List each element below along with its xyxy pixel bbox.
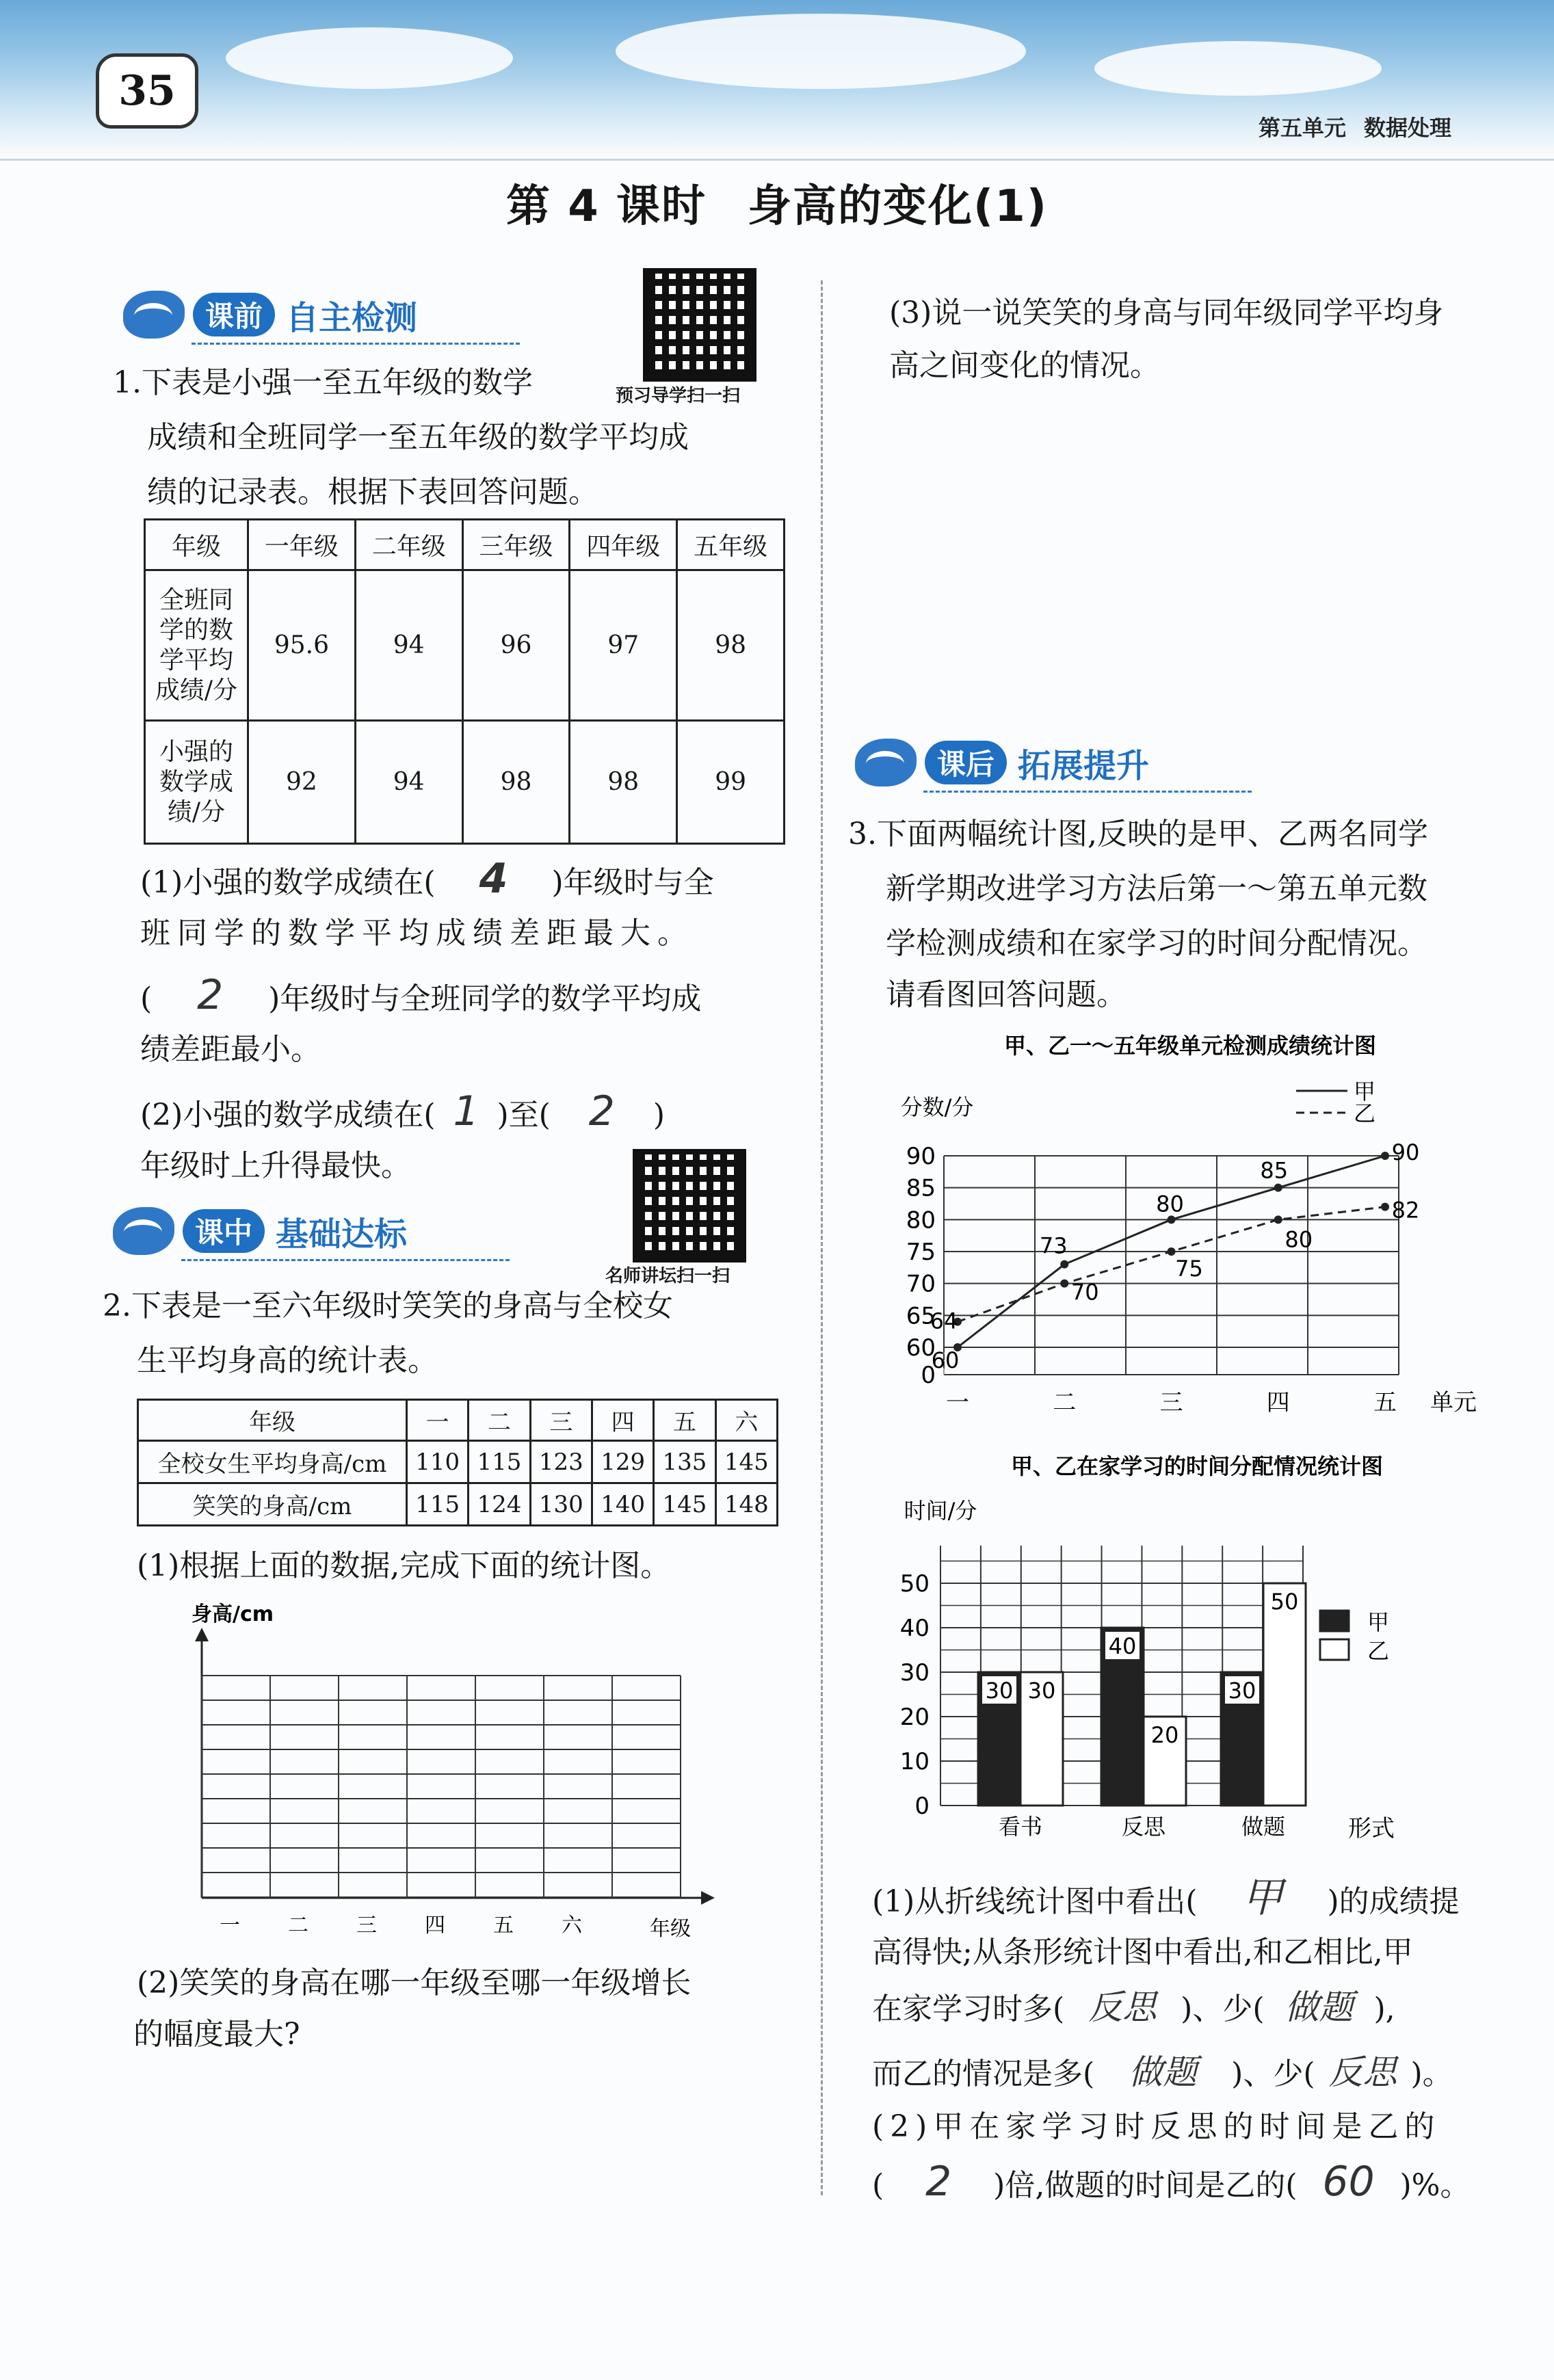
y-tick-label: 0 [914,1793,930,1820]
table-header-cell: 二 [469,1400,530,1441]
section-in-class [113,1204,407,1258]
q1-sub2-line: 年级时上升得最快。 [140,1148,411,1183]
table-cell: 95.6 [248,570,356,721]
data-point [1060,1260,1068,1269]
x-tick-label: 二 [1053,1389,1077,1416]
text: )的成绩提 [1327,1884,1460,1919]
table-header-cell: 四 [592,1400,653,1441]
text: )年级时与全 [551,865,714,900]
series-line-乙 [958,1207,1385,1322]
chart-legend [1320,1609,1389,1664]
q1-sub1-line [140,968,701,1027]
data-label: 85 [1260,1157,1289,1184]
book-icon [113,1207,174,1255]
grid-ylabel: 身高/cm [192,1602,274,1626]
cloud-decoration [226,27,513,89]
label-line: 小强的 [159,737,233,766]
legend-label: 乙 [1367,1638,1390,1664]
data-label: 80 [1285,1226,1313,1253]
table-cell: 96 [462,570,570,721]
table-cell: 92 [248,721,356,844]
text: )至( [497,1098,551,1133]
section-name: 拓展提升 [1018,746,1150,785]
x-tick-label: 五 [493,1914,514,1938]
y-tick-label: 80 [906,1206,936,1234]
question-3-line: 学检测成绩和在家学习的时间分配情况。 [886,926,1427,961]
y-tick-label: 90 [906,1143,936,1170]
question-1-line: 1.下表是小强一至五年级的数学 [113,365,533,400]
rising-arrow-icon [855,739,917,786]
table-cell: 110 [407,1441,469,1483]
table-cell: 99 [677,721,785,844]
qr-code-icon[interactable] [643,268,756,382]
text: ), [1373,1992,1395,2026]
handwritten-answer: 1 [453,1087,479,1135]
data-point [1060,1280,1068,1288]
grid-lines [202,1676,681,1898]
table-cell: 94 [355,721,462,844]
table-cell: 123 [530,1441,592,1483]
table-header-cell: 四年级 [570,520,677,570]
data-point [1381,1152,1389,1160]
legend-label: 甲 [1353,1079,1376,1105]
q1-sub1-line: 绩差距最小。 [140,1032,321,1067]
handwritten-answer: 反思 [1088,1987,1157,2027]
q1-sub1-line [140,851,714,910]
text: )年级时与全班同学的数学平均成 [268,981,702,1016]
table-header-cell: 一 [407,1400,469,1441]
section-pre-class [123,287,417,342]
text: 在家学习时多( [872,1992,1065,2026]
data-label: 20 [1150,1722,1179,1748]
unit-topic: 数据处理 [1363,115,1451,141]
table-header-cell: 六 [715,1400,777,1441]
q2-sub2-line: 的幅度最大? [133,2017,300,2052]
legend-swatch [1320,1639,1349,1660]
text: )、少( [1231,2057,1315,2091]
table-cell: 115 [407,1483,469,1526]
text: )%。 [1399,2168,1471,2203]
handwritten-answer: 做题 [1285,1987,1354,2027]
question-3-line: 请看图回答问题。 [886,977,1127,1012]
y-tick-label: 60 [906,1334,936,1362]
section-post-class [855,735,1149,790]
data-label: 30 [985,1678,1014,1704]
table-row-label: 笑笑的身高/cm [138,1483,407,1526]
cloud-decoration [1094,41,1382,96]
table-cell: 148 [715,1483,777,1526]
table-header-cell: 三 [530,1400,592,1441]
y-tick-label: 0 [921,1362,936,1389]
x-axis-label: 单元 [1430,1389,1477,1416]
data-label: 30 [1228,1678,1256,1704]
data-label: 73 [1039,1232,1068,1259]
handwritten-answer: 2 [925,2158,952,2206]
table-cell: 94 [355,570,462,721]
table-cell: 98 [462,721,570,844]
table-cell: 145 [715,1441,777,1483]
cloud-decoration [616,14,1026,89]
x-tick-label: 四 [425,1914,445,1938]
qr-caption: 预习导学扫一扫 [616,386,741,406]
q3-sub1-line [872,1980,1395,2037]
table-cell: 98 [677,570,785,721]
x-tick-label: 二 [288,1914,308,1938]
section-underline [181,1259,510,1261]
data-point [1274,1215,1282,1224]
q3-sub1-line: 高得快;从条形统计图中看出,和乙相比,甲 [872,1935,1413,1970]
data-label: 75 [1175,1256,1203,1282]
y-tick-label: 85 [906,1174,936,1202]
table-cell: 129 [592,1441,653,1483]
chart-grid [937,1156,1399,1375]
section-name: 自主检测 [286,298,418,337]
label-line: 学平均 [159,646,233,674]
lesson-number: 第 4 课时 [505,181,707,232]
table-cell: 115 [469,1441,530,1483]
table-cell: 97 [570,570,677,721]
page-number: 35 [96,53,198,129]
y-tick-label: 20 [899,1704,930,1731]
handwritten-answer: 60 [1322,2158,1375,2206]
text: 而乙的情况是多( [872,2057,1095,2091]
section-pill: 课前 [193,293,275,336]
grid-xlabel: 年级 [650,1917,691,1941]
data-label: 82 [1391,1197,1420,1224]
handwritten-answer: 反思 [1328,2052,1397,2092]
column-divider [821,280,823,2195]
label-line: 绩/分 [167,797,226,826]
handwritten-answer: 甲 [1241,1874,1283,1922]
x-tick-label: 一 [220,1914,240,1938]
section-underline [923,791,1252,793]
table-header-cell: 三年级 [462,520,570,570]
label-line: 学的数 [159,616,233,644]
line-chart [869,1026,1512,1436]
table-cell: 140 [592,1483,653,1526]
table-header-row [138,1400,778,1441]
data-point [1168,1247,1176,1256]
text: )倍,做题的时间是乙的( [993,2168,1298,2203]
x-tick-label: 六 [562,1914,582,1938]
text: )。 [1410,2057,1453,2091]
chart-title: 甲、乙在家学习的时间分配情况统计图 [1010,1453,1384,1479]
table-row-label: 全校女生平均身高/cm [138,1441,407,1483]
text: (1)从折线统计图中看出( [872,1884,1198,1919]
q2-sub1: (1)根据上面的数据,完成下面的统计图。 [137,1548,671,1583]
legend-label: 甲 [1367,1609,1390,1635]
data-label: 30 [1027,1678,1056,1704]
handwritten-answer: 4 [479,855,508,903]
table-header-cell: 五年级 [677,520,785,570]
section-pill: 课后 [925,741,1007,784]
unit-name: 第五单元 [1258,115,1346,141]
question-2-line: 2.下表是一至六年级时笑笑的身高与全校女 [103,1288,673,1323]
data-label: 64 [930,1308,958,1334]
table-row [138,1441,778,1483]
bar-乙 [1263,1583,1306,1806]
x-tick-label: 五 [1373,1389,1397,1416]
data-label: 70 [1070,1279,1099,1306]
data-label: 80 [1156,1191,1184,1217]
lesson-title [0,171,1554,234]
data-point [1274,1184,1282,1192]
table-row-label [145,570,248,721]
text: (1)小强的数学成绩在( [140,865,436,900]
header-divider [0,159,1554,161]
x-tick-label: 四 [1266,1389,1290,1416]
unit-header [1259,111,1451,142]
table-row-label [145,721,248,844]
table-cell: 135 [654,1441,715,1483]
question-3-line: 新学期改进学习方法后第一～第五单元数 [886,871,1427,906]
label-line: 全班同 [159,585,233,614]
y-tick-label: 65 [906,1302,936,1330]
q2-sub3-line: (3)说一说笑笑的身高与同年级同学平均身 [889,295,1444,330]
text: )、少( [1181,1992,1265,2026]
table-header-cell: 二年级 [355,520,462,570]
handwritten-answer: 做题 [1129,2052,1198,2092]
text: (2)小强的数学成绩在( [140,1098,436,1133]
table-header-cell: 年级 [138,1400,407,1441]
chart-title: 甲、乙一～五年级单元检测成绩统计图 [1003,1033,1377,1059]
y-tick-label: 10 [899,1748,930,1775]
question-1-line: 成绩和全班同学一至五年级的数学平均成 [147,420,689,455]
x-axis-arrow [701,1891,715,1905]
chart-ylabel: 分数/分 [900,1094,974,1120]
section-pill: 课中 [183,1209,265,1253]
table-row [138,1483,778,1526]
label-line: 成绩/分 [155,676,238,704]
q3-sub1-line [872,1870,1460,1929]
data-label: 50 [1270,1589,1299,1615]
table-cell: 130 [530,1483,592,1526]
bar-chart [869,1443,1512,1853]
text: ( [140,981,153,1016]
q1-sub2-line [140,1084,665,1143]
blank-grid-chart [123,1594,725,1949]
y-tick-label: 30 [899,1659,930,1687]
chart-ylabel: 时间/分 [904,1498,977,1524]
y-tick-label: 50 [899,1570,930,1598]
handwritten-answer: 2 [588,1087,615,1135]
pen-icon [123,291,185,339]
table-cell: 98 [570,721,677,844]
x-tick-label: 做题 [1241,1814,1286,1840]
y-tick-label: 40 [899,1615,930,1642]
q3-sub1-line [872,2045,1453,2102]
data-label: 90 [1391,1139,1420,1165]
q2-sub3-line: 高之间变化的情况。 [889,348,1160,383]
table-header-cell: 一年级 [248,520,356,570]
table-header-row [145,520,785,570]
qr-code-icon[interactable] [633,1149,746,1262]
data-label: 40 [1108,1633,1137,1659]
q2-table [137,1399,778,1526]
section-underline [192,343,520,345]
qr-caption: 名师讲坛扫一扫 [605,1266,730,1286]
q1-table [144,518,785,845]
x-tick-label: 看书 [998,1814,1043,1840]
x-tick-label: 三 [1159,1389,1183,1416]
y-axis-arrow [195,1628,209,1641]
legend-swatch [1320,1611,1349,1631]
table-cell: 124 [469,1483,530,1526]
q1-sub1-line: 班同学的数学平均成绩差距最大。 [140,916,694,951]
lesson-name: 身高的变化(1) [748,181,1049,232]
x-tick-label: 一 [946,1389,969,1416]
table-cell: 145 [654,1483,715,1526]
q2-sub2-line: (2)笑笑的身高在哪一年级至哪一年级增长 [137,1966,692,2000]
label-line: 数学成 [159,767,233,796]
question-1-line: 绩的记录表。根据下表回答问题。 [147,475,598,510]
x-tick-label: 三 [356,1914,377,1938]
table-header-cell: 五 [654,1400,715,1441]
text: ( [872,2168,884,2203]
chart-series [930,1139,1420,1373]
y-tick-label: 70 [906,1270,936,1298]
legend-label: 乙 [1353,1100,1376,1126]
handwritten-answer: 2 [197,971,224,1019]
chart-legend [1296,1079,1375,1126]
question-3-line: 3.下面两幅统计图,反映的是甲、乙两名同学 [848,817,1428,851]
text: ) [653,1098,666,1133]
data-point [1381,1203,1389,1211]
table-row [145,721,785,844]
data-label: 60 [931,1347,960,1373]
section-name: 基础达标 [276,1215,408,1254]
q3-sub2-line: (2)甲在家学习时反思的时间是乙的 [872,2109,1441,2144]
x-axis-label: 形式 [1348,1815,1395,1842]
table-header-cell: 年级 [145,520,248,570]
x-tick-label: 反思 [1121,1814,1166,1840]
y-tick-label: 75 [906,1239,936,1266]
question-2-line: 生平均身高的统计表。 [137,1343,438,1378]
table-row [145,570,785,721]
q3-sub2-line [872,2154,1470,2213]
